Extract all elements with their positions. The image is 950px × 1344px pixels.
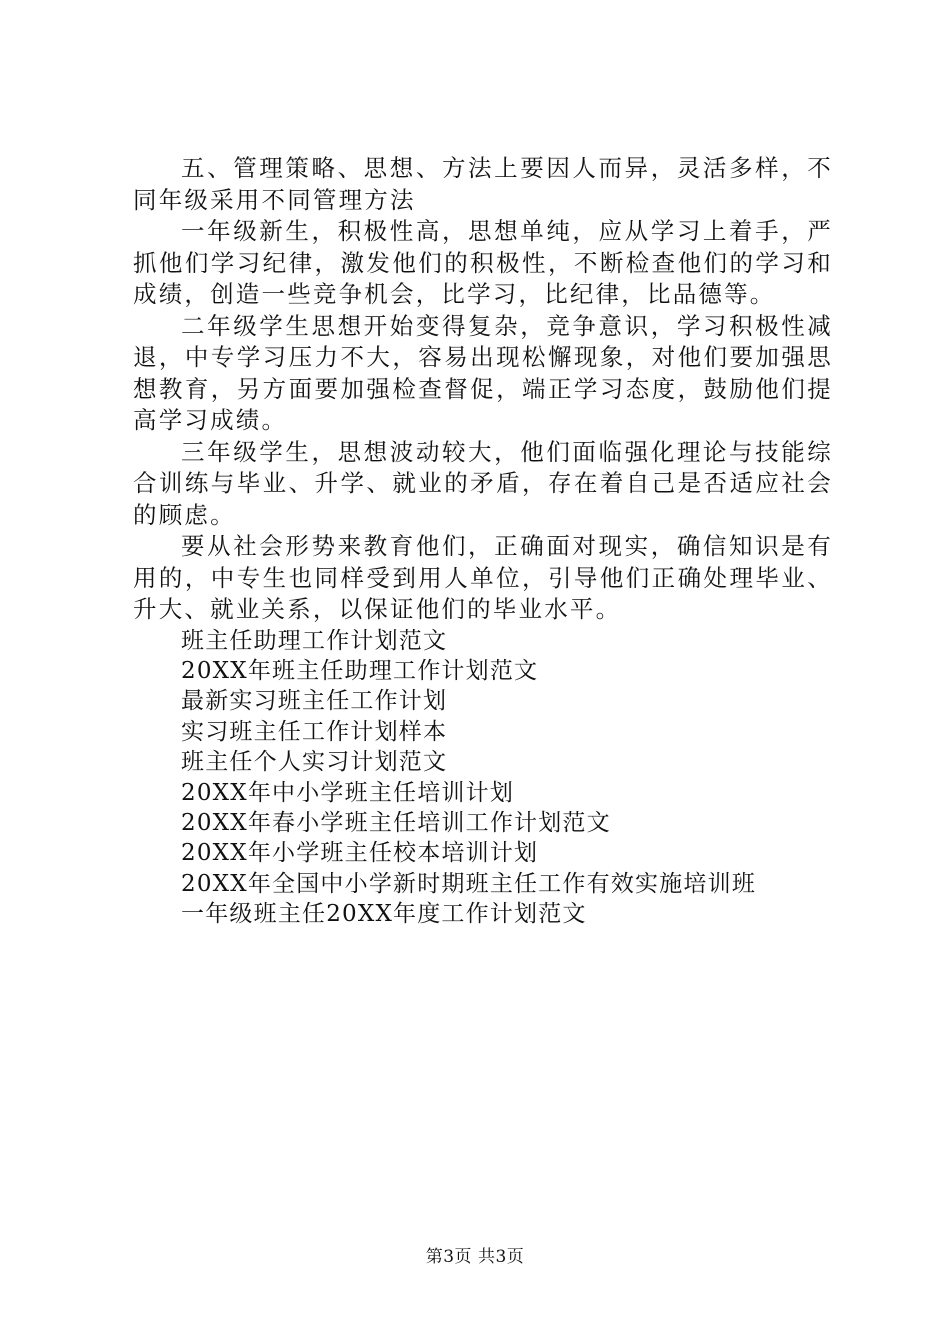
related-link[interactable]: 20XX年全国中小学新时期班主任工作有效实施培训班	[181, 870, 757, 897]
related-link[interactable]: 一年级班主任20XX年度工作计划范文	[181, 901, 587, 928]
related-link[interactable]: 实习班主任工作计划样本	[181, 718, 448, 745]
body-paragraph: 要从社会形势来教育他们，正确面对现实，确信知识是有用的，中专生也同样受到用人单位，引导他们正确处理毕业、升大、就业关系，以保证他们的毕业水平。	[133, 532, 833, 623]
related-link[interactable]: 班主任个人实习计划范文	[181, 749, 448, 776]
related-link[interactable]: 最新实习班主任工作计划	[181, 688, 448, 715]
body-paragraph: 二年级学生思想开始变得复杂，竞争意识，学习积极性减退，中专学习压力不大，容易出现松懈现象，对他们要加强思想教育，另方面要加强检查督促，端正学习态度，鼓励他们提高学习成绩。	[133, 311, 833, 434]
related-link[interactable]: 20XX年小学班主任校本培训计划	[181, 840, 539, 867]
related-link[interactable]: 班主任助理工作计划范文	[181, 627, 448, 654]
page-footer: 第3页 共3页	[425, 1247, 525, 1267]
body-paragraph: 三年级学生，思想波动较大，他们面临强化理论与技能综合训练与毕业、升学、就业的矛盾，存在着自己是否适应社会的顾虑。	[133, 437, 833, 529]
related-link[interactable]: 20XX年春小学班主任培训工作计划范文	[181, 809, 611, 836]
section-heading-paragraph: 五、管理策略、思想、方法上要因人而异，灵活多样，不同年级采用不同管理方法	[133, 154, 833, 214]
related-link[interactable]: 20XX年中小学班主任培训计划	[181, 779, 515, 806]
related-link[interactable]: 20XX年班主任助理工作计划范文	[181, 657, 539, 684]
body-paragraph: 一年级新生，积极性高，思想单纯，应从学习上着手，严抓他们学习纪律，激发他们的积极性，不断检查他们的学习和成绩，创造一些竞争机会，比学习，比纪律，比品德等。	[133, 217, 833, 308]
related-links-list	[133, 626, 833, 930]
document-body	[133, 153, 833, 930]
